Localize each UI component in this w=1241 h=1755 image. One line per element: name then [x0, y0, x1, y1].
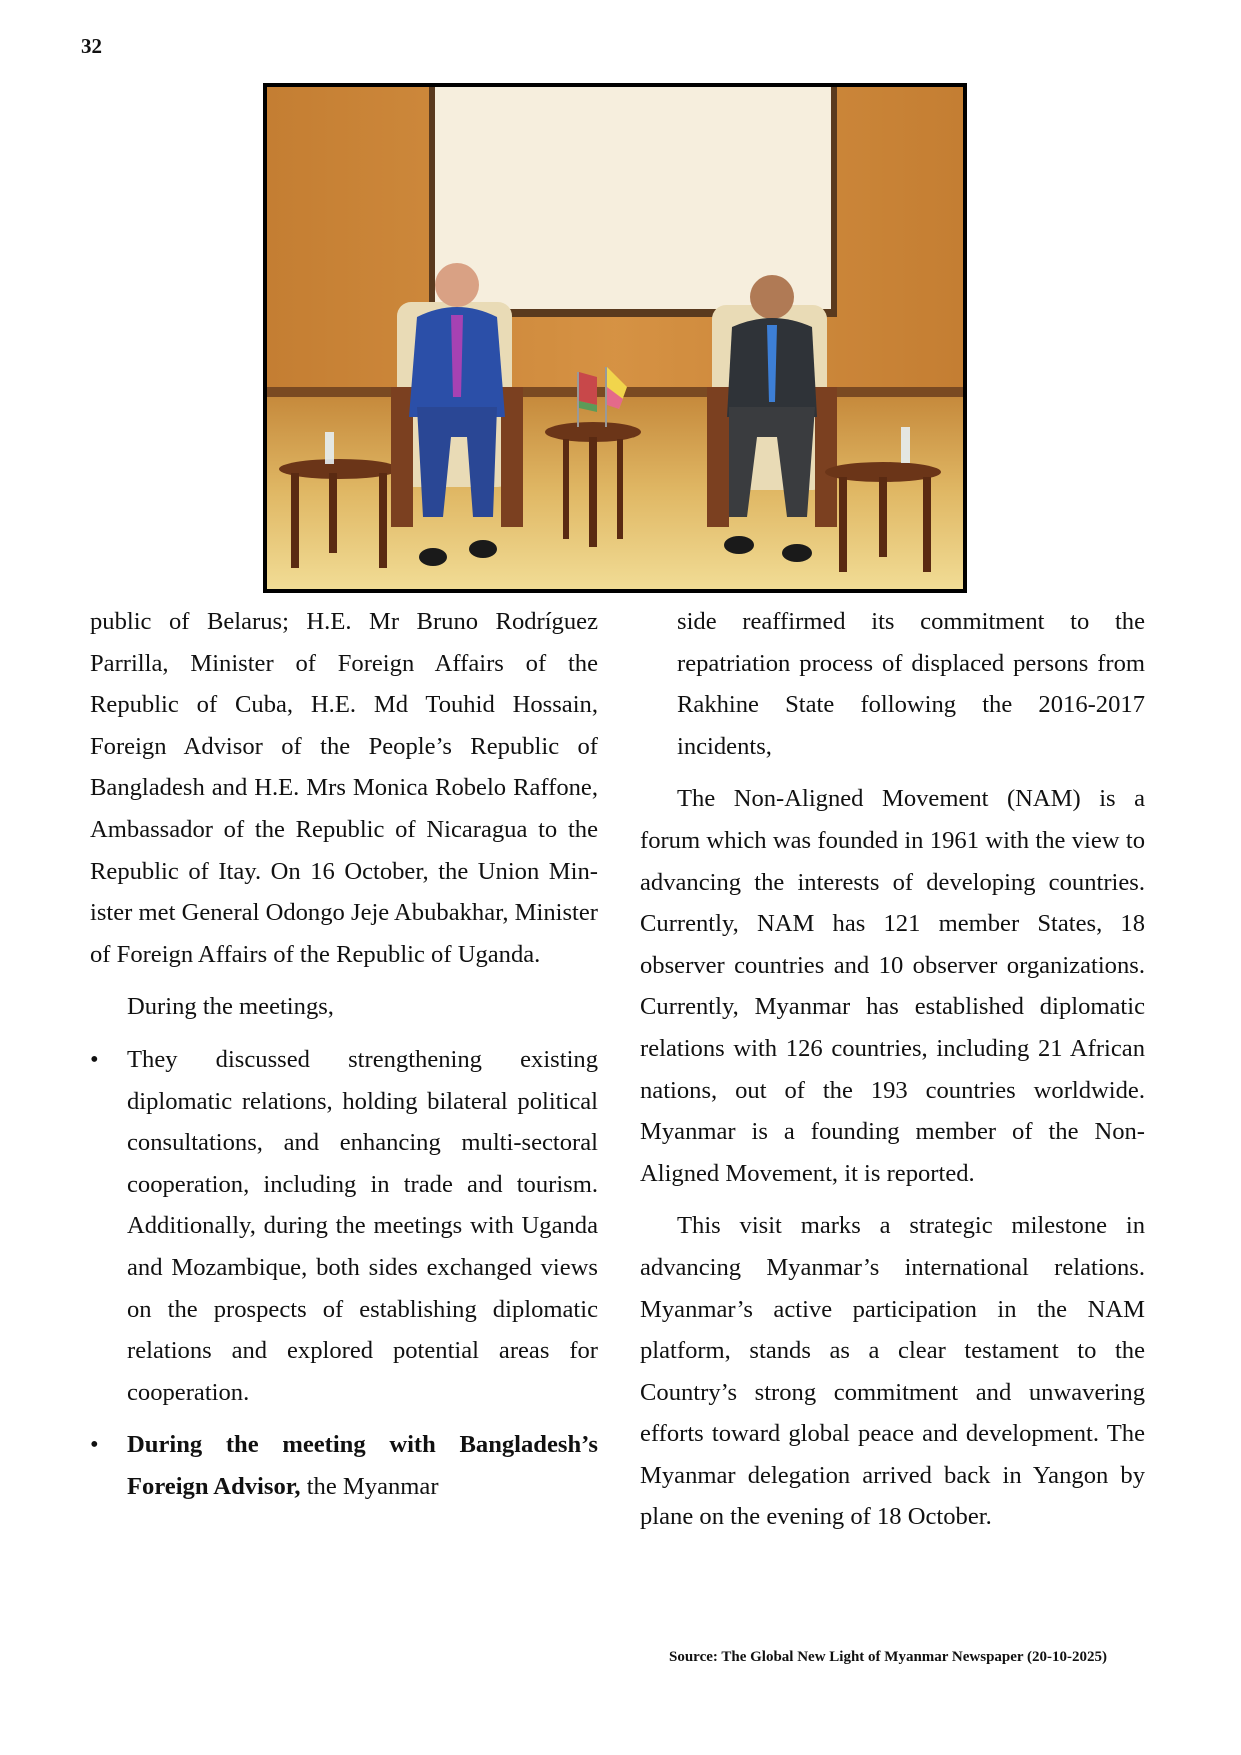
bullet-text: the Myanmar	[300, 1472, 439, 1500]
paragraph-visit-milestone: This visit marks a strategic milestone in advancing Myanmar’s international relations. Myanmar’s active participation in the NAM platform, stands as a clear testament to the Country’s strong commitment and unwavering efforts toward global peace and development. The Myanmar delegation arrived back in Yangon by plane on the evening of 18 October.	[640, 1212, 1145, 1531]
bullet-icon: •	[90, 1431, 99, 1459]
bullet-item-discussions	[90, 1039, 598, 1413]
paragraph-nam: The Non-Aligned Movement (NAM) is a forum which was founded in 1961 with the view to advancing the interests of developing countries. Currently, NAM has 121 member States, 18 observer countries and 10 observer organizations. Currently, Myanmar has established diplomatic relations with 126 countries, including 21 African nations, out of the 193 countries worldwide. Myanmar is a founding member of the Non-Aligned Movement, it is reported.	[640, 785, 1145, 1187]
page-number: 32	[81, 34, 102, 58]
left-column	[90, 601, 598, 1507]
paragraph-during-meetings: During the meetings,	[127, 993, 334, 1021]
meeting-photo	[263, 83, 967, 593]
meeting-photo-illustration	[267, 87, 963, 589]
bullet-continuation: side reaffirmed its commitment to the repatriation process of displaced persons from Rakhine State following the 2016-2017 incidents,	[677, 608, 1145, 760]
right-column	[640, 601, 1145, 1538]
bullet-bold-lead: During the meeting with Bangladesh’s Foreign Advisor,	[127, 1431, 598, 1500]
source-citation: Source: The Global New Light of Myanmar Newspaper (20-10-2025)	[669, 1649, 1108, 1665]
bullet-icon: •	[90, 1045, 99, 1073]
paragraph-attendees: public of Belarus; H.E. Mr Bruno Rodríguez Parrilla, Minister of Foreign Affairs of the Republic of Cuba, H.E. Md Touhid Hossain, Foreign Advisor of the People’s Republic of Bangladesh and H.E. Mrs Monica Robelo Raffone, Ambassador of the Republic of Nicaragua to the Republic of Itay. On 16 October, the Union Minister met General Odongo Jeje Abubakhar, Minister of Foreign Affairs of the Republic of Uganda.	[90, 608, 598, 968]
bullet-item-bangladesh	[90, 1424, 598, 1507]
bullet-text: They discussed strengthening existing diplomatic relations, holding bilateral political consultations, and enhancing multi-sectoral cooperation, including in trade and tourism. Additionally, during the meetings with Uganda and Mozambique, both sides exchanged views on the prospects of establishing diplomatic relations and explored potential areas for cooperation.	[127, 1045, 598, 1406]
